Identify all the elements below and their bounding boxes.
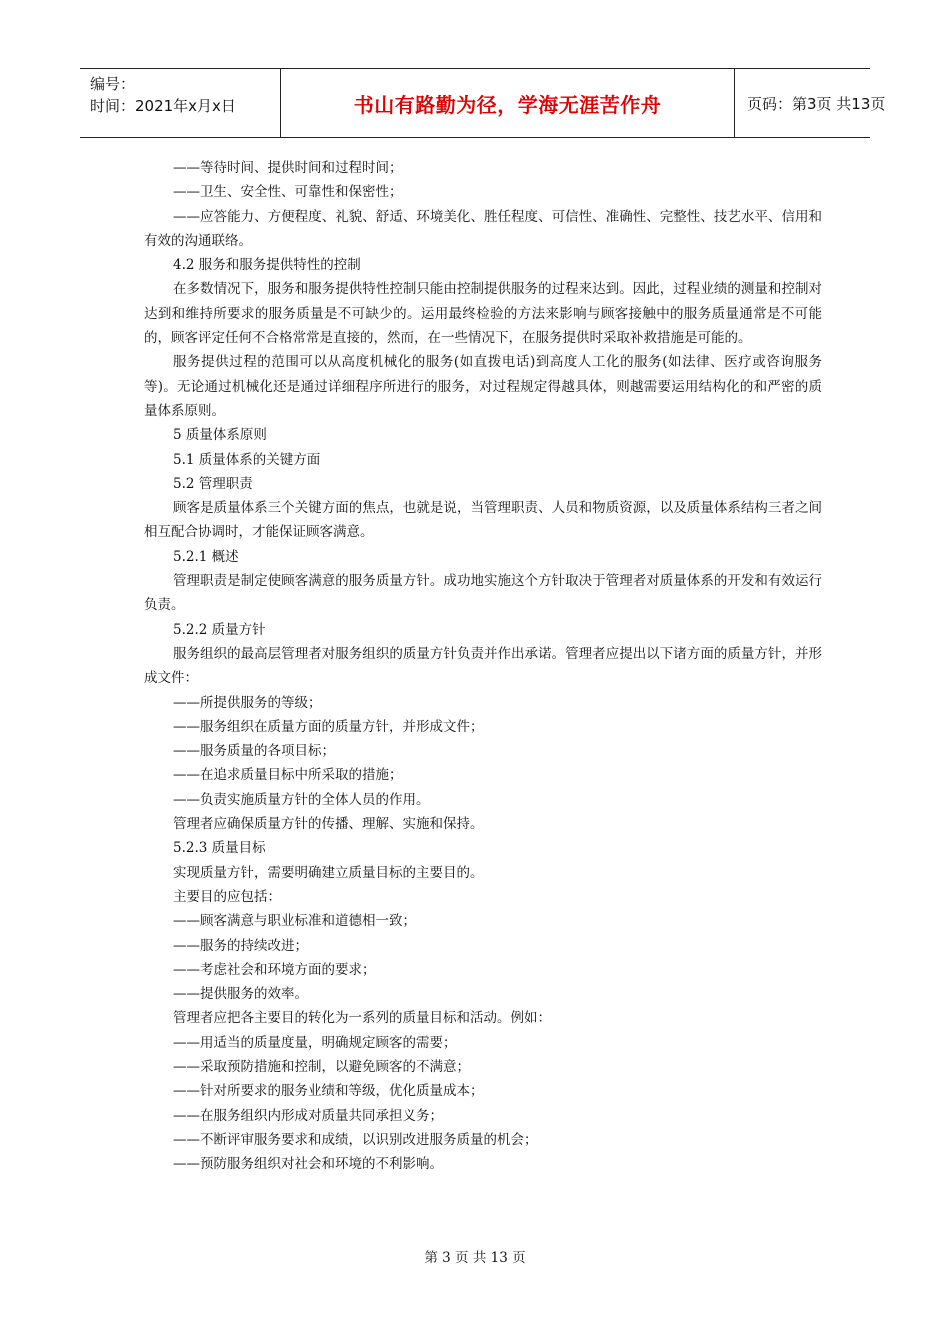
body-paragraph: ——提供服务的效率。 xyxy=(173,986,308,1003)
body-paragraph: 管理职责是制定使顾客满意的服务质量方针。成功地实施这个方针取决于管理者对质量体系的开发和有效运行负责。 xyxy=(144,573,822,614)
body-paragraph: ——考虑社会和环境方面的要求； xyxy=(173,961,376,978)
body-paragraph: ——顾客满意与职业标准和道德相一致； xyxy=(173,913,416,930)
body-paragraph: 5.1 质量体系的关键方面 xyxy=(173,451,321,468)
body-paragraph: ——服务组织在质量方面的质量方针，并形成文件； xyxy=(173,718,484,735)
body-paragraph: 服务提供过程的范围可以从高度机械化的服务(如直拨电话)到高度人工化的服务(如法律、医疗或咨询服务等)。无论通过机械化还是通过详细程序所进行的服务，对过程规定得越具体，则越需要运用结构化的和严密的质量体系原则。 xyxy=(144,354,822,419)
body-paragraph: ——等待时间、提供时间和过程时间； xyxy=(173,160,403,176)
body-paragraph: ——所提供服务的等级； xyxy=(173,694,322,711)
header-meta xyxy=(80,69,280,137)
body-paragraph: ——服务质量的各项目标； xyxy=(173,743,335,760)
body-paragraph: 4.2 服务和服务提供特性的控制 xyxy=(173,257,361,274)
body-paragraph: 管理者应把各主要目的转化为一系列的质量目标和活动。例如： xyxy=(173,1010,551,1027)
header-motto-cell xyxy=(280,69,735,137)
body-paragraph: 主要目的应包括： xyxy=(173,888,281,905)
body-paragraph: 5.2.2 质量方针 xyxy=(173,621,266,638)
page-footer: 第 3 页 共 13 页 xyxy=(424,1250,526,1266)
body-paragraph: ——预防服务组织对社会和环境的不利影响。 xyxy=(173,1156,443,1173)
body-paragraph: ——不断评审服务要求和成绩，以识别改进服务质量的机会； xyxy=(173,1131,538,1148)
body-paragraph: ——负责实施质量方针的全体人员的作用。 xyxy=(173,791,430,808)
body-paragraph: ——应答能力、方便程度、礼貌、舒适、环境美化、胜任程度、可信性、准确性、完整性、技艺水平、信用和有效的沟通联络。 xyxy=(144,208,822,249)
header-page-cell xyxy=(735,69,886,137)
body-paragraph: 在多数情况下，服务和服务提供特性控制只能由控制提供服务的过程来达到。因此，过程业绩的测量和控制对达到和维持所要求的服务质量是不可缺少的。运用最终检验的方法来影响与顾客接触中的服务质量通常是不可能的，顾客评定任何不合格常常是直接的，然而，在一些情况下，在服务提供时采取补救措施是可能的。 xyxy=(144,281,822,347)
body-paragraph: ——卫生、安全性、可靠性和保密性； xyxy=(173,184,403,201)
body-paragraph: ——采取预防措施和控制，以避免顾客的不满意； xyxy=(173,1058,470,1075)
body-paragraph: 服务组织的最高层管理者对服务组织的质量方针负责并作出承诺。管理者应提出以下诸方面的质量方针，并形成文件： xyxy=(144,645,822,687)
document-time-label: 时间：2021年x月x日 xyxy=(90,97,236,115)
body-paragraph: 5.2 管理职责 xyxy=(173,475,253,492)
header-page-number: 页码：第3页 共13页 xyxy=(747,94,886,113)
body-paragraph: ——针对所要求的服务业绩和等级，优化质量成本； xyxy=(173,1083,484,1100)
body-paragraph: 5 质量体系原则 xyxy=(173,427,267,444)
body-paragraph: 管理者应确保质量方针的传播、理解、实施和保持。 xyxy=(173,816,484,833)
body-paragraph: ——服务的持续改进； xyxy=(173,937,308,954)
body-paragraph: ——在追求质量目标中所采取的措施； xyxy=(173,767,403,784)
body-paragraph: 5.2.3 质量目标 xyxy=(173,840,266,857)
body-paragraph: ——用适当的质量度量，明确规定顾客的需要； xyxy=(173,1034,457,1051)
document-body xyxy=(144,156,822,1176)
body-paragraph: 顾客是质量体系三个关键方面的焦点，也就是说，当管理职责、人员和物质资源，以及质量体系结构三者之间相互配合协调时，才能保证顾客满意。 xyxy=(144,500,822,541)
body-paragraph: 5.2.1 概述 xyxy=(173,548,239,565)
document-number-label: 编号： xyxy=(90,75,136,93)
page-header xyxy=(80,68,886,138)
body-paragraph: ——在服务组织内形成对质量共同承担义务； xyxy=(173,1107,443,1124)
body-paragraph: 实现质量方针，需要明确建立质量目标的主要目的。 xyxy=(173,864,484,881)
header-motto: 书山有路勤为径，学海无涯苦作舟 xyxy=(353,92,662,117)
